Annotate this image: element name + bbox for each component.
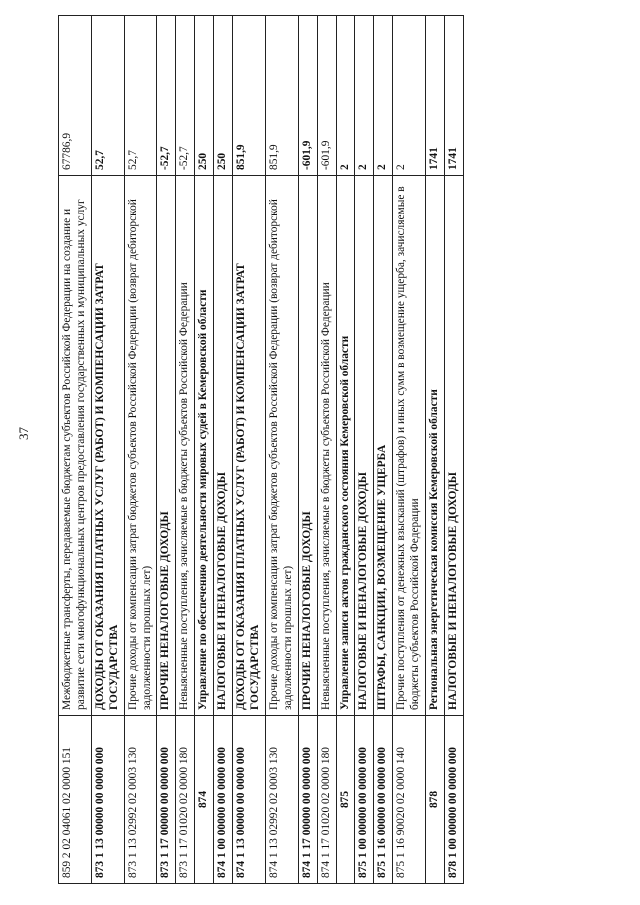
row-name: Региональная энергетическая комиссия Кемеровской области (426, 176, 445, 716)
table-row (124, 16, 157, 884)
row-sum: 2 (374, 16, 393, 176)
row-sum: 851,9 (233, 16, 266, 176)
row-sum: 2 (393, 16, 426, 176)
row-sum: 1741 (426, 16, 445, 176)
row-code: 874 1 13 02992 02 0003 130 (265, 716, 298, 884)
table-row (393, 16, 426, 884)
row-sum: 67786,9 (59, 16, 92, 176)
row-name: ДОХОДЫ ОТ ОКАЗАНИЯ ПЛАТНЫХ УСЛУГ (РАБОТ) И КОМПЕНСАЦИИ ЗАТРАТ ГОСУДАРСТВА (233, 176, 266, 716)
row-name: Прочие доходы от компенсации затрат бюджетов субъектов Российской Федерации (возврат дебиторской задолженности прошлых лет) (265, 176, 298, 716)
row-name: ДОХОДЫ ОТ ОКАЗАНИЯ ПЛАТНЫХ УСЛУГ (РАБОТ) И КОМПЕНСАЦИИ ЗАТРАТ ГОСУДАРСТВА (91, 176, 124, 716)
row-name: НАЛОГОВЫЕ И НЕНАЛОГОВЫЕ ДОХОДЫ (214, 176, 233, 716)
row-sum: 851,9 (265, 16, 298, 176)
row-code: 874 1 00 00000 00 0000 000 (214, 716, 233, 884)
row-code: 859 2 02 04061 02 0000 151 (59, 716, 92, 884)
row-code: 873 1 17 00000 00 0000 000 (157, 716, 176, 884)
row-code: 874 (195, 716, 214, 884)
row-code: 873 1 17 01020 02 0000 180 (176, 716, 195, 884)
row-sum: 250 (195, 16, 214, 176)
table-body (59, 16, 464, 884)
rotated-page-content (58, 16, 618, 884)
row-code: 873 1 13 02992 02 0003 130 (124, 716, 157, 884)
table-row (233, 16, 266, 884)
row-sum: -601,9 (317, 16, 336, 176)
table-row (317, 16, 336, 884)
table-row (59, 16, 92, 884)
table-row (176, 16, 195, 884)
row-name: Прочие доходы от компенсации затрат бюджетов субъектов Российской Федерации (возврат дебиторской задолженности прошлых лет) (124, 176, 157, 716)
row-name: ШТРАФЫ, САНКЦИИ, ВОЗМЕЩЕНИЕ УЩЕРБА (374, 176, 393, 716)
row-sum: 2 (355, 16, 374, 176)
row-code: 873 1 13 00000 00 0000 000 (91, 716, 124, 884)
row-sum: -52,7 (157, 16, 176, 176)
row-name: НАЛОГОВЫЕ И НЕНАЛОГОВЫЕ ДОХОДЫ (444, 176, 463, 716)
row-name: Управление по обеспечению деятельности мировых судей в Кемеровской области (195, 176, 214, 716)
row-code: 878 (426, 716, 445, 884)
row-sum: -601,9 (298, 16, 317, 176)
table-row (374, 16, 393, 884)
table-row (444, 16, 463, 884)
table-row (426, 16, 445, 884)
row-code: 875 1 16 90020 02 0000 140 (393, 716, 426, 884)
row-sum: 52,7 (124, 16, 157, 176)
row-name: Прочие поступления от денежных взысканий (штрафов) и иных сумм в возмещение ущерба, зачисляемые в бюджеты субъектов Российской Федерации (393, 176, 426, 716)
row-code: 878 1 00 00000 00 0000 000 (444, 716, 463, 884)
table-row (355, 16, 374, 884)
row-code: 875 1 16 00000 00 0000 000 (374, 716, 393, 884)
table-row (91, 16, 124, 884)
row-name: Невыясненные поступления, зачисляемые в бюджеты субъектов Российской Федерации (176, 176, 195, 716)
row-sum: 1741 (444, 16, 463, 176)
row-code: 875 (336, 716, 355, 884)
row-sum: 2 (336, 16, 355, 176)
row-code: 874 1 17 01020 02 0000 180 (317, 716, 336, 884)
table-row (214, 16, 233, 884)
row-name: Управление записи актов гражданского состояния Кемеровской области (336, 176, 355, 716)
row-sum: -52,7 (176, 16, 195, 176)
row-name: ПРОЧИЕ НЕНАЛОГОВЫЕ ДОХОДЫ (157, 176, 176, 716)
table-row (195, 16, 214, 884)
income-table (58, 15, 464, 884)
row-sum: 52,7 (91, 16, 124, 176)
table-row (265, 16, 298, 884)
table-row (336, 16, 355, 884)
row-code: 874 1 13 00000 00 0000 000 (233, 716, 266, 884)
row-code: 875 1 00 00000 00 0000 000 (355, 716, 374, 884)
row-name: Межбюджетные трансферты, передаваемые бюджетам субъектов Российской Федерации на создание и развитие сети многофункциональных центров предоставления государственных и муниципальных услуг (59, 176, 92, 716)
table-row (298, 16, 317, 884)
row-name: Невыясненные поступления, зачисляемые в бюджеты субъектов Российской Федерации (317, 176, 336, 716)
row-name: ПРОЧИЕ НЕНАЛОГОВЫЕ ДОХОДЫ (298, 176, 317, 716)
row-code: 874 1 17 00000 00 0000 000 (298, 716, 317, 884)
row-name: НАЛОГОВЫЕ И НЕНАЛОГОВЫЕ ДОХОДЫ (355, 176, 374, 716)
page-number: 37 (16, 427, 31, 440)
table-row (157, 16, 176, 884)
row-sum: 250 (214, 16, 233, 176)
